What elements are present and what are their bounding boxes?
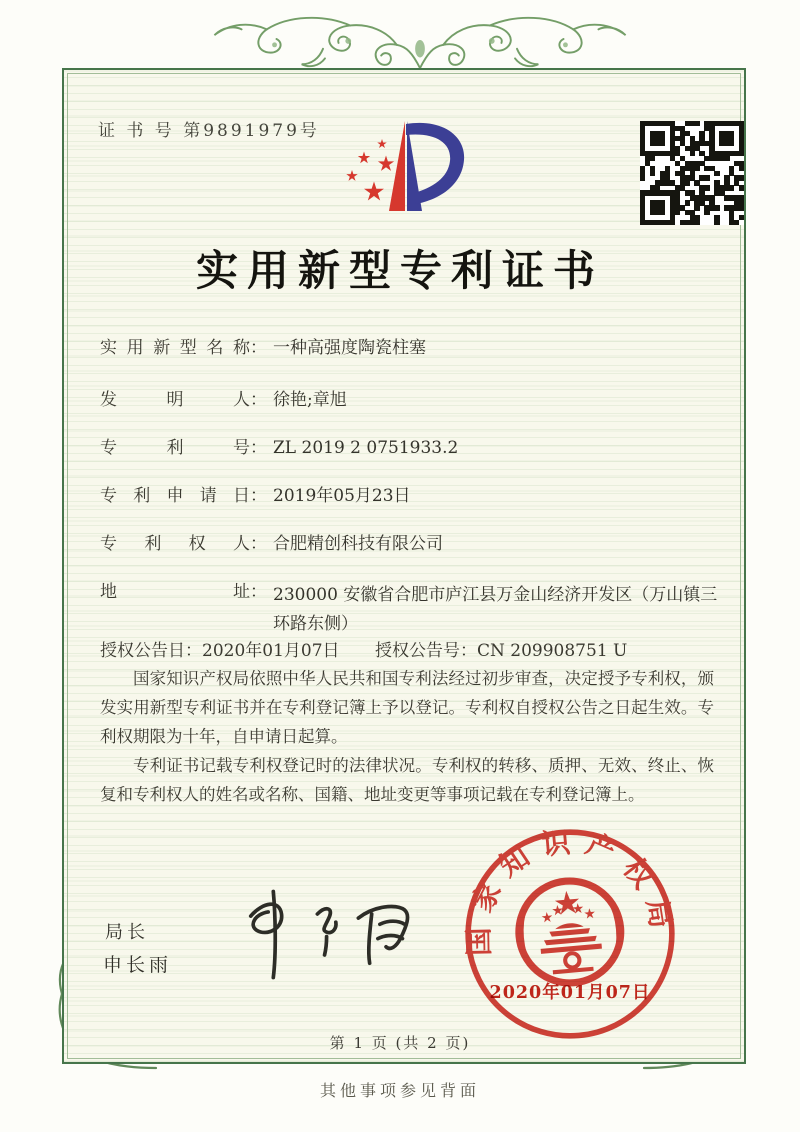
field-row-filing-date: 专利申请日 ： 2019年05月23日 (100, 486, 411, 506)
grant-date: 授权公告日：2020年01月07日 (100, 641, 340, 661)
page-indicator: 第 1 页 (共 2 页) (329, 1034, 471, 1052)
grant-row (100, 636, 720, 661)
national-emblem-icon (515, 877, 625, 987)
commissioner-signature (220, 882, 425, 987)
field-value: 徐艳;章旭 (273, 390, 347, 410)
field-row-utility-model-name: 实用新型名称 ： 一种高强度陶瓷柱塞 (100, 338, 426, 358)
body-paragraph: 国家知识产权局依照中华人民共和国专利法经过初步审查，决定授予专利权，颁发实用新型专利证书并在专利登记簿上予以登记。专利权自授权公告之日起生效。专利权期限为十年，自申请日起算。 (100, 669, 714, 747)
certificate-title: 实用新型专利证书 (195, 246, 604, 295)
seal-date: 2020年01月07日 (489, 983, 651, 1003)
field-value: 230000 安徽省合肥市庐江县万金山经济开发区（万山镇三环路东侧） (273, 585, 718, 634)
grant-number: 授权公告号：CN 209908751 U (375, 641, 628, 661)
field-row-patent-number: 专利号 ： ZL 2019 2 0751933.2 (100, 438, 459, 458)
certificate-number: 证 书 号 第9891979号 (98, 121, 320, 141)
field-label: 地址 (100, 582, 250, 602)
back-side-note: 其他事项参见背面 (319, 1081, 480, 1100)
seal-agency-text: 国家知识产权局 (461, 824, 681, 957)
field-value: 2019年05月23日 (273, 486, 411, 506)
field-value: ZL 2019 2 0751933.2 (273, 438, 459, 458)
commissioner-title: 局长 (105, 922, 149, 943)
top-scroll-ornament (205, 8, 635, 72)
svg-text:国家知识产权局 (451, 816, 680, 958)
field-value: 一种高强度陶瓷柱塞 (273, 338, 426, 358)
field-label: 发明人 (100, 390, 250, 410)
field-row-address: 地址 ： 230000 安徽省合肥市庐江县万金山经济开发区（万山镇三环路东侧） (100, 581, 731, 639)
field-value: 合肥精创科技有限公司 (273, 534, 443, 554)
field-label: 专利申请日 (100, 486, 250, 506)
body-paragraph: 专利证书记载专利权登记时的法律状况。专利权的转移、质押、无效、终止、恢复和专利权人的姓名或名称、国籍、地址变更等事项记载在专利登记簿上。 (100, 756, 714, 805)
cnipa-official-seal (451, 815, 689, 1053)
commissioner-name: 申长雨 (103, 954, 173, 976)
qr-code (640, 121, 744, 225)
legal-body-text (100, 664, 714, 809)
field-row-inventor: 发明人 ： 徐艳;章旭 (100, 390, 347, 410)
field-label: 专利权人 (100, 534, 250, 554)
field-row-patentee: 专利权人 ： 合肥精创科技有限公司 (100, 534, 443, 554)
field-label: 实用新型名称 (100, 338, 250, 358)
field-label: 专利号 (100, 438, 250, 458)
cnipa-logo-icon (336, 108, 476, 228)
